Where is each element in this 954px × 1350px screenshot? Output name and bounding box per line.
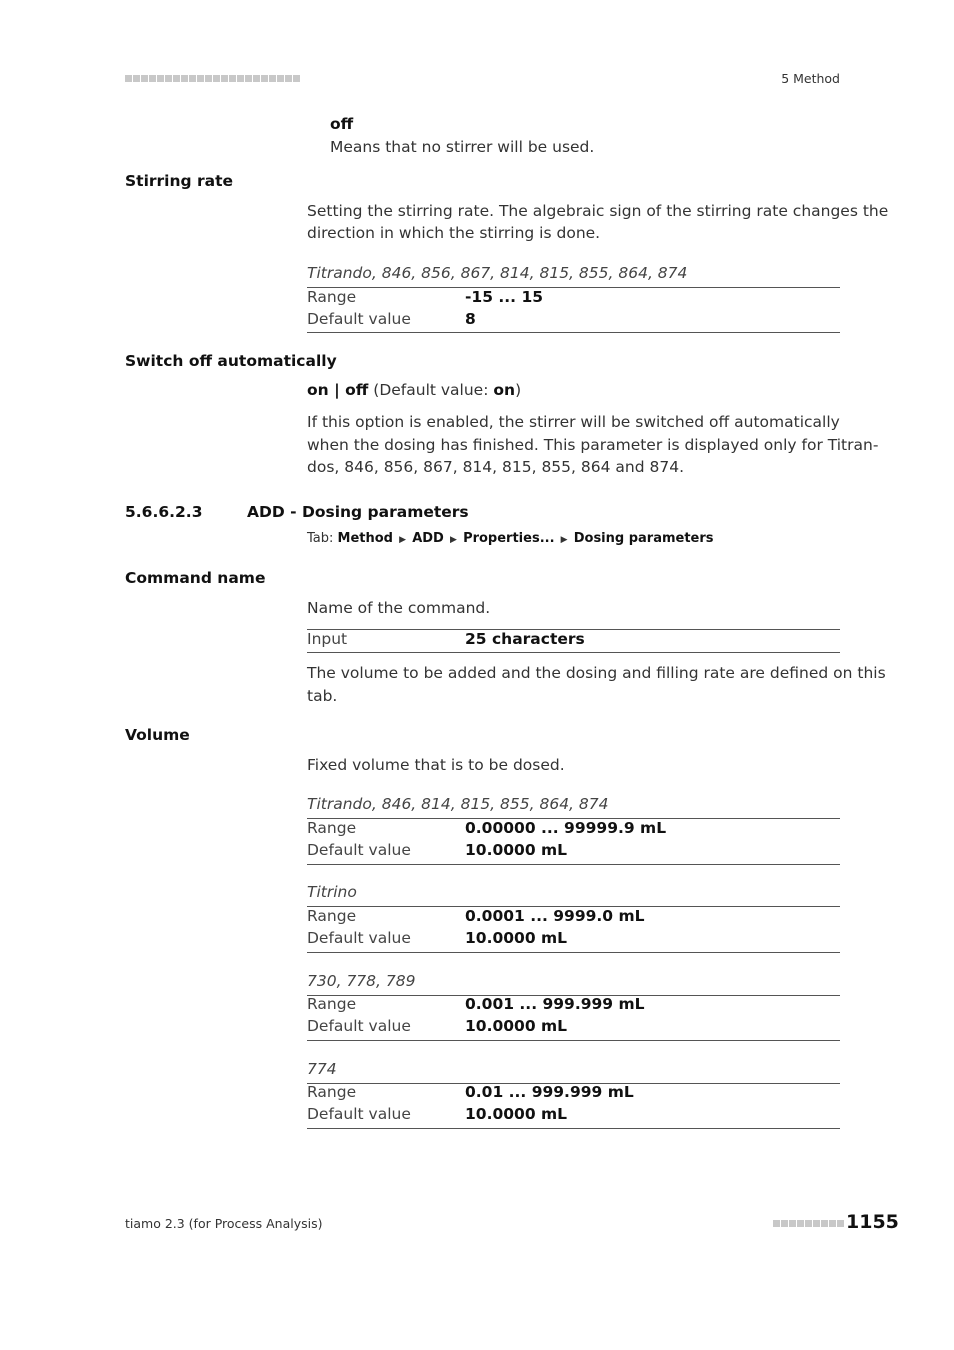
row-key: Range	[307, 995, 357, 1013]
default-value: on	[493, 381, 516, 399]
off-term: off	[330, 115, 354, 133]
footer-decoration	[773, 1220, 844, 1227]
row-value: 10.0000 mL	[465, 1105, 568, 1123]
row-value: 8	[465, 310, 476, 328]
table-row	[307, 1105, 840, 1127]
options-value: on | off	[307, 381, 369, 399]
row-key: Default value	[307, 929, 411, 947]
row-value: 0.0001 ... 9999.0 mL	[465, 907, 645, 925]
default-suffix: )	[515, 381, 522, 399]
table-row	[307, 310, 840, 332]
breadcrumb-item: ADD	[412, 531, 444, 546]
stirring-rate-desc-2: direction in which the stirring is done.	[307, 224, 601, 242]
row-key: Range	[307, 288, 357, 306]
row-value: 0.001 ... 999.999 mL	[465, 995, 645, 1013]
header-decoration	[125, 75, 300, 82]
table-row	[307, 841, 840, 863]
command-name-after-1: The volume to be added and the dosing and filling rate are defined on this	[307, 664, 886, 682]
footer-product: tiamo 2.3 (for Process Analysis)	[125, 1216, 323, 1231]
table-rule	[307, 332, 840, 333]
row-key: Default value	[307, 1017, 411, 1035]
volume-table-caption: 730, 778, 789	[307, 972, 416, 990]
table-rule	[307, 864, 840, 865]
off-description: Means that no stirrer will be used.	[330, 138, 595, 156]
section-number: 5.6.6.2.3	[125, 503, 203, 521]
table-rule	[307, 952, 840, 953]
row-value: 10.0000 mL	[465, 841, 568, 859]
default-prefix: (Default value:	[368, 381, 494, 399]
breadcrumb-item: Properties...	[463, 531, 555, 546]
stirring-rate-title: Stirring rate	[125, 172, 234, 190]
tab-breadcrumb	[307, 531, 714, 546]
breadcrumb-separator-icon: ▶	[560, 535, 568, 545]
command-name-after-2: tab.	[307, 687, 338, 705]
switch-off-desc-1: If this option is enabled, the stirrer will be switched off automatically	[307, 413, 840, 431]
row-key: Default value	[307, 310, 411, 328]
page-number: 1155	[846, 1211, 899, 1233]
table-row	[307, 1083, 840, 1105]
row-value: 10.0000 mL	[465, 929, 568, 947]
stirring-rate-table-caption: Titrando, 846, 856, 867, 814, 815, 855, 864, 874	[307, 264, 688, 282]
table-rule	[307, 1040, 840, 1041]
row-key: Input	[307, 630, 348, 648]
command-name-title: Command name	[125, 569, 266, 587]
table-rule	[307, 652, 840, 653]
volume-table-caption: 774	[307, 1060, 337, 1078]
breadcrumb-item: Method	[337, 531, 393, 546]
volume-desc: Fixed volume that is to be dosed.	[307, 756, 565, 774]
table-row	[307, 630, 840, 652]
volume-table-caption: Titrando, 846, 814, 815, 855, 864, 874	[307, 795, 609, 813]
row-value: 25 characters	[465, 630, 585, 648]
switch-off-title: Switch off automatically	[125, 352, 337, 370]
row-key: Range	[307, 1083, 357, 1101]
volume-table-caption: Titrino	[307, 883, 357, 901]
breadcrumb-item: Dosing parameters	[573, 531, 714, 546]
breadcrumb-separator-icon: ▶	[450, 535, 457, 545]
table-row	[307, 995, 840, 1017]
table-rule	[307, 1128, 840, 1129]
row-key: Range	[307, 819, 357, 837]
row-value: -15 ... 15	[465, 288, 544, 306]
row-value: 0.01 ... 999.999 mL	[465, 1083, 634, 1101]
switch-off-desc-2: when the dosing has finished. This parameter is displayed only for Titran-	[307, 436, 879, 454]
table-row	[307, 288, 840, 310]
row-value: 10.0000 mL	[465, 1017, 568, 1035]
tab-prefix: Tab:	[307, 531, 338, 546]
row-value: 0.00000 ... 99999.9 mL	[465, 819, 667, 837]
breadcrumb-separator-icon: ▶	[399, 535, 407, 545]
section-title: ADD - Dosing parameters	[247, 503, 469, 521]
table-row	[307, 907, 840, 929]
table-row	[307, 1017, 840, 1039]
row-key: Default value	[307, 1105, 411, 1123]
switch-off-options	[307, 379, 521, 402]
row-key: Default value	[307, 841, 411, 859]
row-key: Range	[307, 907, 357, 925]
stirring-rate-desc-1: Setting the stirring rate. The algebraic sign of the stirring rate changes the	[307, 202, 889, 220]
switch-off-desc-3: dos, 846, 856, 867, 814, 815, 855, 864 and 874.	[307, 458, 684, 476]
table-row	[307, 819, 840, 841]
volume-title: Volume	[125, 726, 190, 744]
header-chapter: 5 Method	[781, 71, 840, 86]
command-name-desc: Name of the command.	[307, 599, 491, 617]
table-row	[307, 929, 840, 951]
